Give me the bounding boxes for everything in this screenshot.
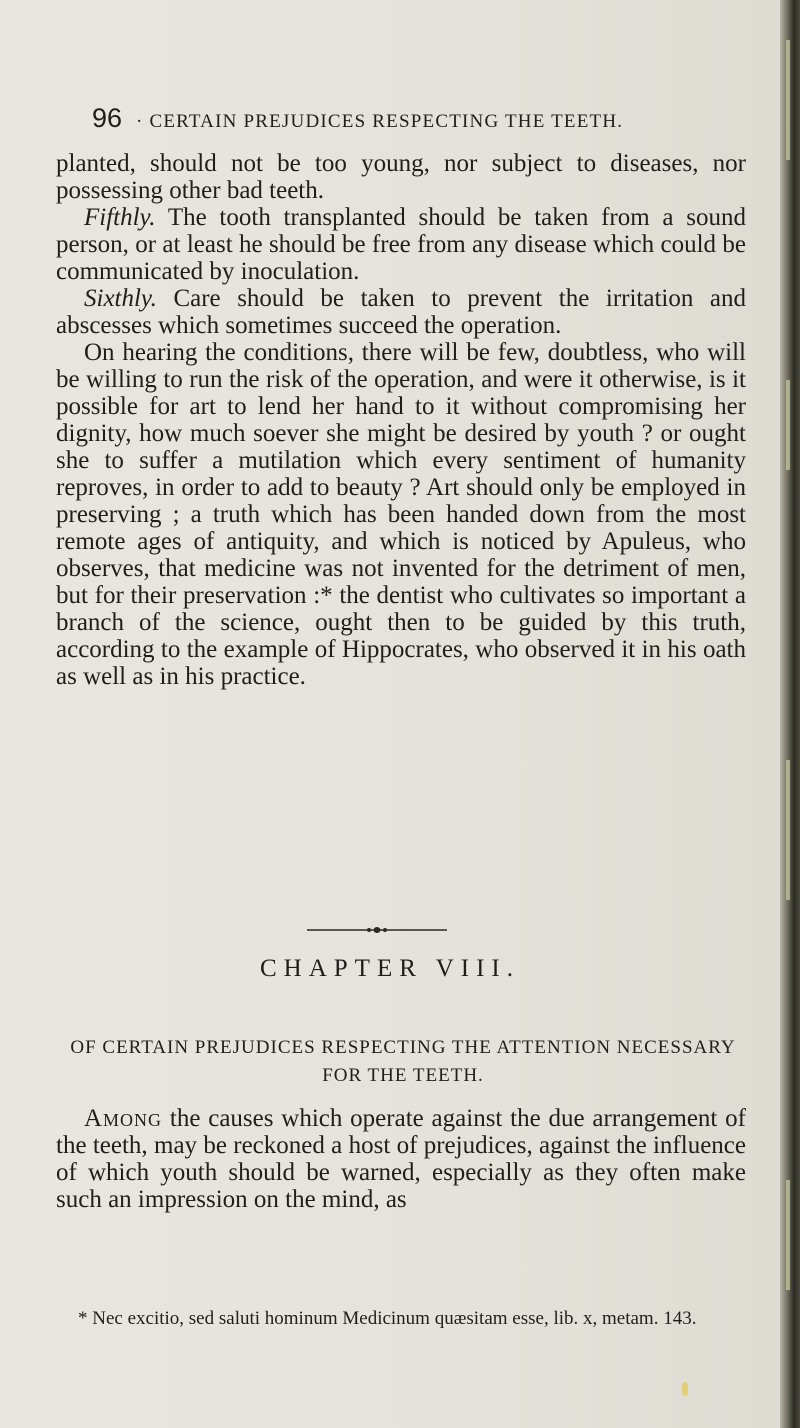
paragraph-text: Care should be taken to prevent the irritation and abscesses which sometimes succeed the operation. (56, 285, 746, 339)
paragraph-text: planted, should not be too young, nor subject to diseases, nor possessing other bad teeth. (56, 150, 746, 204)
chapter-subtitle: OF CERTAIN PREJUDICES RESPECTING THE ATTENTION NECESSARY FOR THE TEETH. (70, 1037, 736, 1086)
paragraph (56, 1105, 746, 1213)
paragraph (56, 150, 746, 204)
body-text-after-chapter (56, 1105, 746, 1213)
paragraph (56, 204, 746, 285)
running-title: · CERTAIN PREJUDICES RESPECTING THE TEETH. (136, 111, 624, 132)
paragraph-text: On hearing the conditions, there will be few, doubtless, who will be willing to run the risk of the operation, and were it otherwise, is it possible for art to lend her hand to it without compromising her dignity, how much soever she might be desired by youth ? or ought she to suffer a mutilation which every sentiment of humanity reproves, in order to add to beauty ? Art should only be employed in preserving ; a truth which has been handed down from the most remote ages of antiquity, and which is noticed by Apuleus, who observes, that medicine was not invented for the detriment of men, but for their preservation :* the dentist who cultivates so important a branch of the science, ought then to be guided by this truth, according to the example of Hippocrates, who observed it in his oath as well as in his practice. (56, 339, 746, 690)
page-edge (780, 0, 800, 1428)
paragraph-lead: Sixthly. (84, 285, 157, 312)
paragraph-lead: Among (84, 1105, 163, 1132)
paper-speck (682, 1382, 688, 1396)
page-number: 96 (92, 103, 123, 133)
footnote-text: * Nec excitio, sed saluti hominum Medicinum quæsitam esse, lib. x, metam. 143. (78, 1308, 697, 1329)
paragraph (56, 339, 746, 690)
footnote (58, 1309, 748, 1329)
paragraph-text: The tooth transplanted should be taken from a sound person, or at least he should be free from any disease which could be communicated by inoculation. (56, 204, 746, 285)
paragraph (56, 285, 746, 339)
running-head (92, 103, 752, 137)
chapter-heading: CHAPTER VIII. (260, 955, 520, 982)
paragraph-lead: Fifthly. (84, 204, 156, 231)
paragraph-text: the causes which operate against the due arrangement of the teeth, may be reckoned a host of prejudices, against the influence of which youth should be warned, especially as they often make such an impression on the mind, as (56, 1105, 746, 1213)
ornamental-rule (307, 925, 447, 935)
body-text-before-chapter (56, 150, 746, 690)
